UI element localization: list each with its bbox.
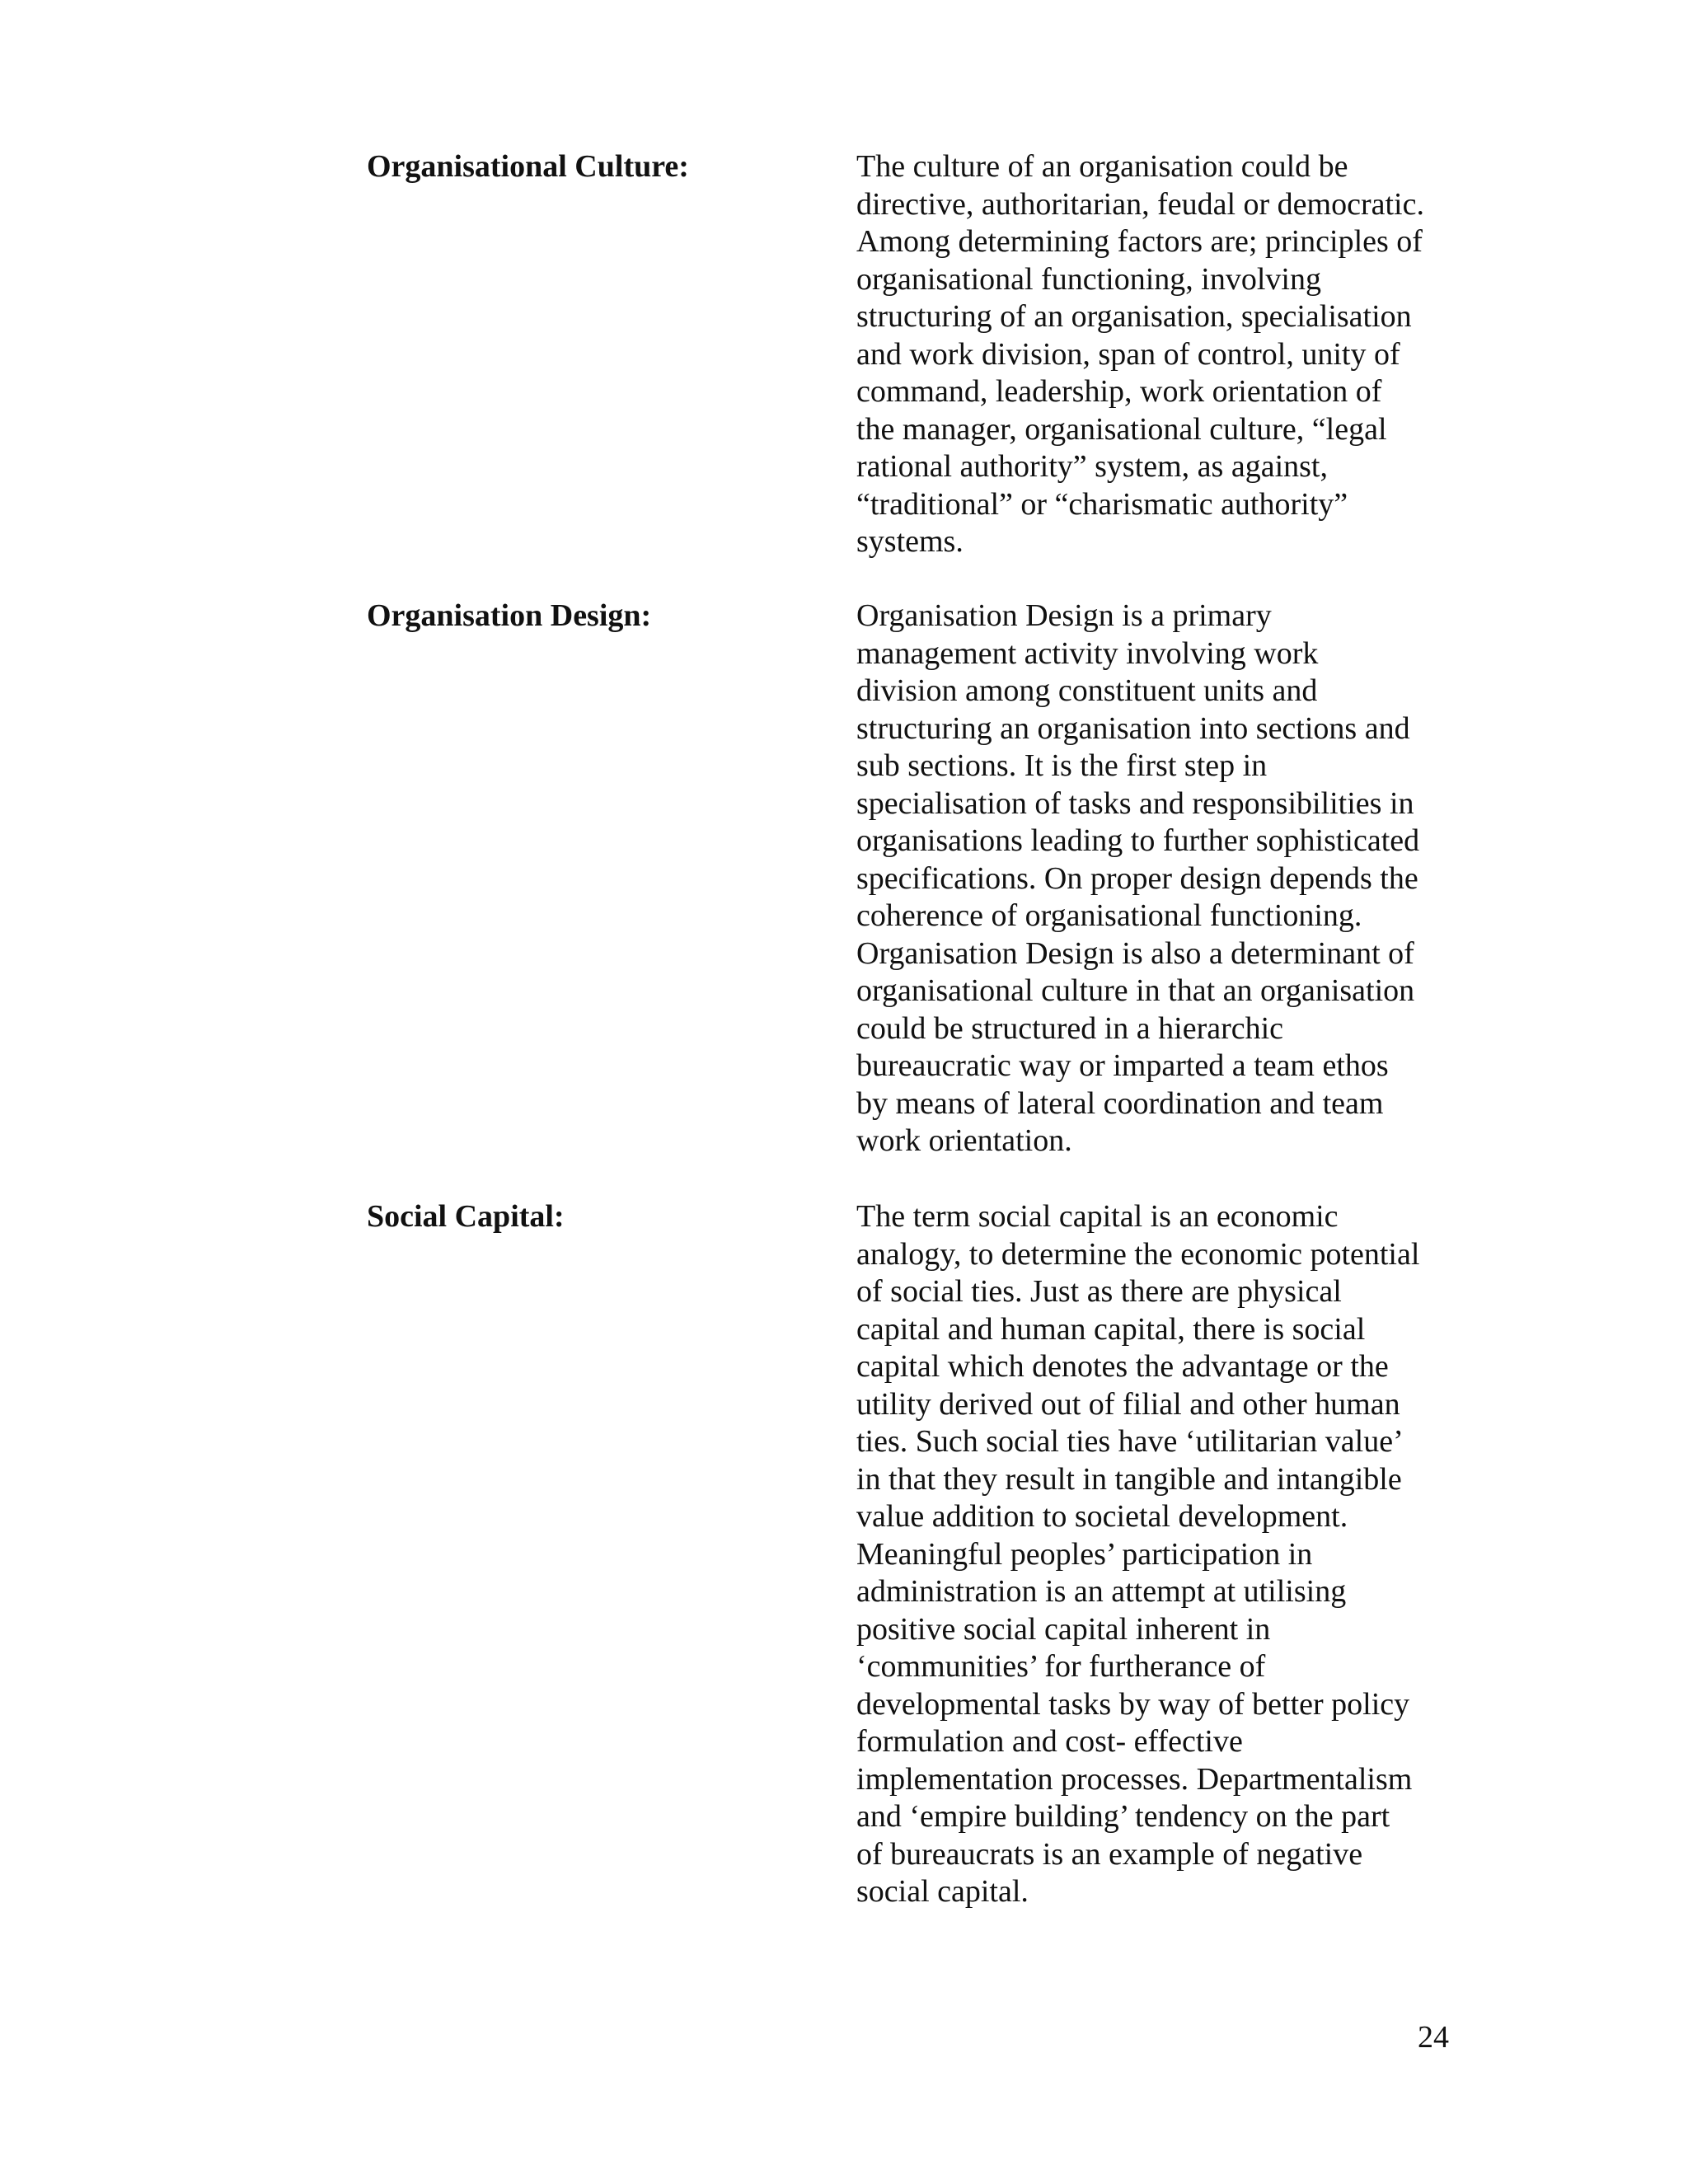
definition-organisation-design <box>856 598 1450 1160</box>
definition-line: command, leadership, work orientation of <box>856 374 1382 409</box>
definition-line: organisational culture in that an organisation <box>856 973 1415 1008</box>
definition-line: in that they result in tangible and intangible <box>856 1461 1402 1497</box>
definition-line: specialisation of tasks and responsibilities in <box>856 785 1414 821</box>
definition-line: ‘communities’ for furtherance of <box>856 1649 1266 1684</box>
definition-line: value addition to societal development. <box>856 1499 1348 1534</box>
definition-line: bureaucratic way or imparted a team ethos <box>856 1048 1389 1083</box>
definition-line: directive, authoritarian, feudal or democratic. <box>856 186 1424 222</box>
definition-line: capital and human capital, there is social <box>856 1311 1366 1347</box>
definition-line: The term social capital is an economic <box>856 1199 1339 1234</box>
term-organisational-culture: Organisational Culture: <box>367 149 689 184</box>
definition-line: management activity involving work <box>856 635 1319 671</box>
definition-line: of social ties. Just as there are physical <box>856 1274 1342 1309</box>
definition-line: analogy, to determine the economic potential <box>856 1236 1420 1272</box>
definition-line: and ‘empire building’ tendency on the part <box>856 1799 1390 1834</box>
definition-line: organisational functioning, involving <box>856 261 1321 297</box>
definition-line: coherence of organisational functioning. <box>856 898 1362 933</box>
definition-line: developmental tasks by way of better policy <box>856 1686 1410 1722</box>
definition-line: division among constituent units and <box>856 673 1318 708</box>
definition-line: The culture of an organisation could be <box>856 149 1348 184</box>
definition-line: implementation processes. Departmentalism <box>856 1761 1413 1797</box>
definition-line: utility derived out of filial and other human <box>856 1386 1400 1422</box>
definition-line: and work division, span of control, unity of <box>856 336 1400 372</box>
definition-line: rational authority” system, as against, <box>856 449 1328 484</box>
definition-line: positive social capital inherent in <box>856 1611 1271 1647</box>
page-number: 24 <box>1418 2020 1449 2055</box>
definition-line: capital which denotes the advantage or the <box>856 1349 1389 1384</box>
definition-social-capital <box>856 1198 1450 1911</box>
definition-line: Organisation Design is also a determinant of <box>856 935 1414 971</box>
definition-line: work orientation. <box>856 1123 1072 1158</box>
definition-line: specifications. On proper design depends the <box>856 860 1418 896</box>
definition-line: formulation and cost- effective <box>856 1724 1243 1759</box>
definition-line: social capital. <box>856 1874 1029 1909</box>
term-organisation-design: Organisation Design: <box>367 598 652 633</box>
definition-line: Meaningful peoples’ participation in <box>856 1536 1313 1572</box>
definition-line: Among determining factors are; principles of <box>856 224 1423 259</box>
definition-line: ties. Such social ties have ‘utilitarian value’ <box>856 1424 1404 1459</box>
definition-line: by means of lateral coordination and team <box>856 1085 1384 1121</box>
definition-line: the manager, organisational culture, “legal <box>856 411 1387 447</box>
definition-line: could be structured in a hierarchic <box>856 1010 1284 1046</box>
definition-line: “traditional” or “charismatic authority” <box>856 486 1348 522</box>
definition-line: systems. <box>856 524 964 559</box>
definition-line: structuring of an organisation, specialisation <box>856 299 1412 334</box>
definition-line: administration is an attempt at utilising <box>856 1574 1347 1609</box>
definition-line: organisations leading to further sophisticated <box>856 823 1420 858</box>
term-social-capital: Social Capital: <box>367 1199 565 1234</box>
definition-line: structuring an organisation into sections and <box>856 710 1410 746</box>
definition-organisational-culture <box>856 148 1450 561</box>
definition-line: Organisation Design is a primary <box>856 598 1272 633</box>
definition-line: sub sections. It is the first step in <box>856 748 1268 783</box>
definition-line: of bureaucrats is an example of negative <box>856 1836 1363 1872</box>
